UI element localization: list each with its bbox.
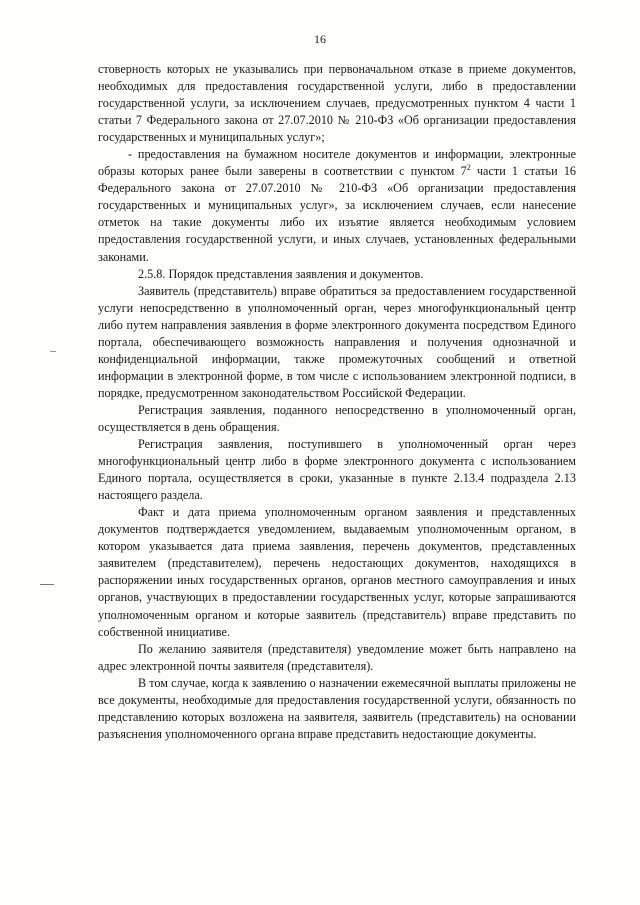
paragraph: По желанию заявителя (представителя) уведомление может быть направлено на адрес электронной почты заявителя (представителя). xyxy=(98,641,576,673)
paragraph: Регистрация заявления, поступившего в уполномоченный орган через многофункциональный центр либо в форме электронного документа с использованием Единого портала, осуществляется в сроки, указанные в пункте 2.13.4 подраздела 2.13 настоящего раздела. xyxy=(98,437,576,503)
superscript: 2 xyxy=(466,163,471,173)
paragraph-text: части 1 статьи 16 Федерального закона от 27.07.2010 № 210-ФЗ «Об организации предоставления государственных и муниципальных услуг», за исключением случаев, если нанесение отметок на такие документы либо их изъятие является необходимым условием предоставления государственной услуги, и иных случаев, установленных федеральными законами. xyxy=(98,164,577,264)
section-heading: 2.5.8. Порядок представления заявления и документов. xyxy=(138,266,424,281)
paragraph: Факт и дата приема уполномоченным органом заявления и представленных документов подтверждается уведомлением, выдаваемым уполномоченным органом, в котором указывается дата приема заявления, перечень документов, представленных заявителем (представителем), перечень недостающих документов, находящихся в распоряжении иных государственных органов, органов местного самоуправления и иных органов, участвующих в предоставлении государственных услуг, которые запрашиваются уполномоченным органом и которые заявитель (представитель) вправе представить по собственной инициативе. xyxy=(98,505,576,639)
page-number: 16 xyxy=(314,32,326,46)
paragraph-text: - предоставления на бумажном носителе документов и информации, электронные образы которых ранее были заверены в соответствии с пунктом 7 xyxy=(98,147,576,179)
paragraph: Регистрация заявления, поданного непосредственно в уполномоченный орган, осуществляется в день обращения. xyxy=(98,402,576,434)
paragraph: В том случае, когда к заявлению о назначении ежемесячной выплаты приложены не все документы, необходимые для предоставления государственной услуги, обязанность по представлению которых возложена на заявителя, заявитель (представитель) на основании разъяснения уполномоченного органа вправе представить недостающие документы. xyxy=(98,675,576,741)
margin-mark xyxy=(40,584,54,585)
paragraph-continuation: стоверность которых не указывались при первоначальном отказе в приеме документов, необходимых для предоставления государственной услуги, либо в предоставлении государственной услуги, за исключением случаев, предусмотренных пунктом 4 части 1 статьи 7 Федерального закона от 27.07.2010 № 210-ФЗ «Об организации предоставления государственных и муниципальных услуг»; xyxy=(98,62,576,145)
margin-mark xyxy=(50,351,56,352)
document-body xyxy=(98,61,576,743)
paragraph-list-item xyxy=(98,146,576,265)
paragraph: Заявитель (представитель) вправе обратиться за предоставлением государственной услуги непосредственно в уполномоченный орган, через многофункциональный центр либо путем направления заявления в форме электронного документа посредством Единого портала, обеспечивающего возможность направления и получения однозначной и конфиденциальной информации, также промежуточных сообщений и ответной информации в электронной форме, в том числе с использованием электронной подписи, в порядке, предусмотренном законодательством Российской Федерации. xyxy=(98,283,576,400)
